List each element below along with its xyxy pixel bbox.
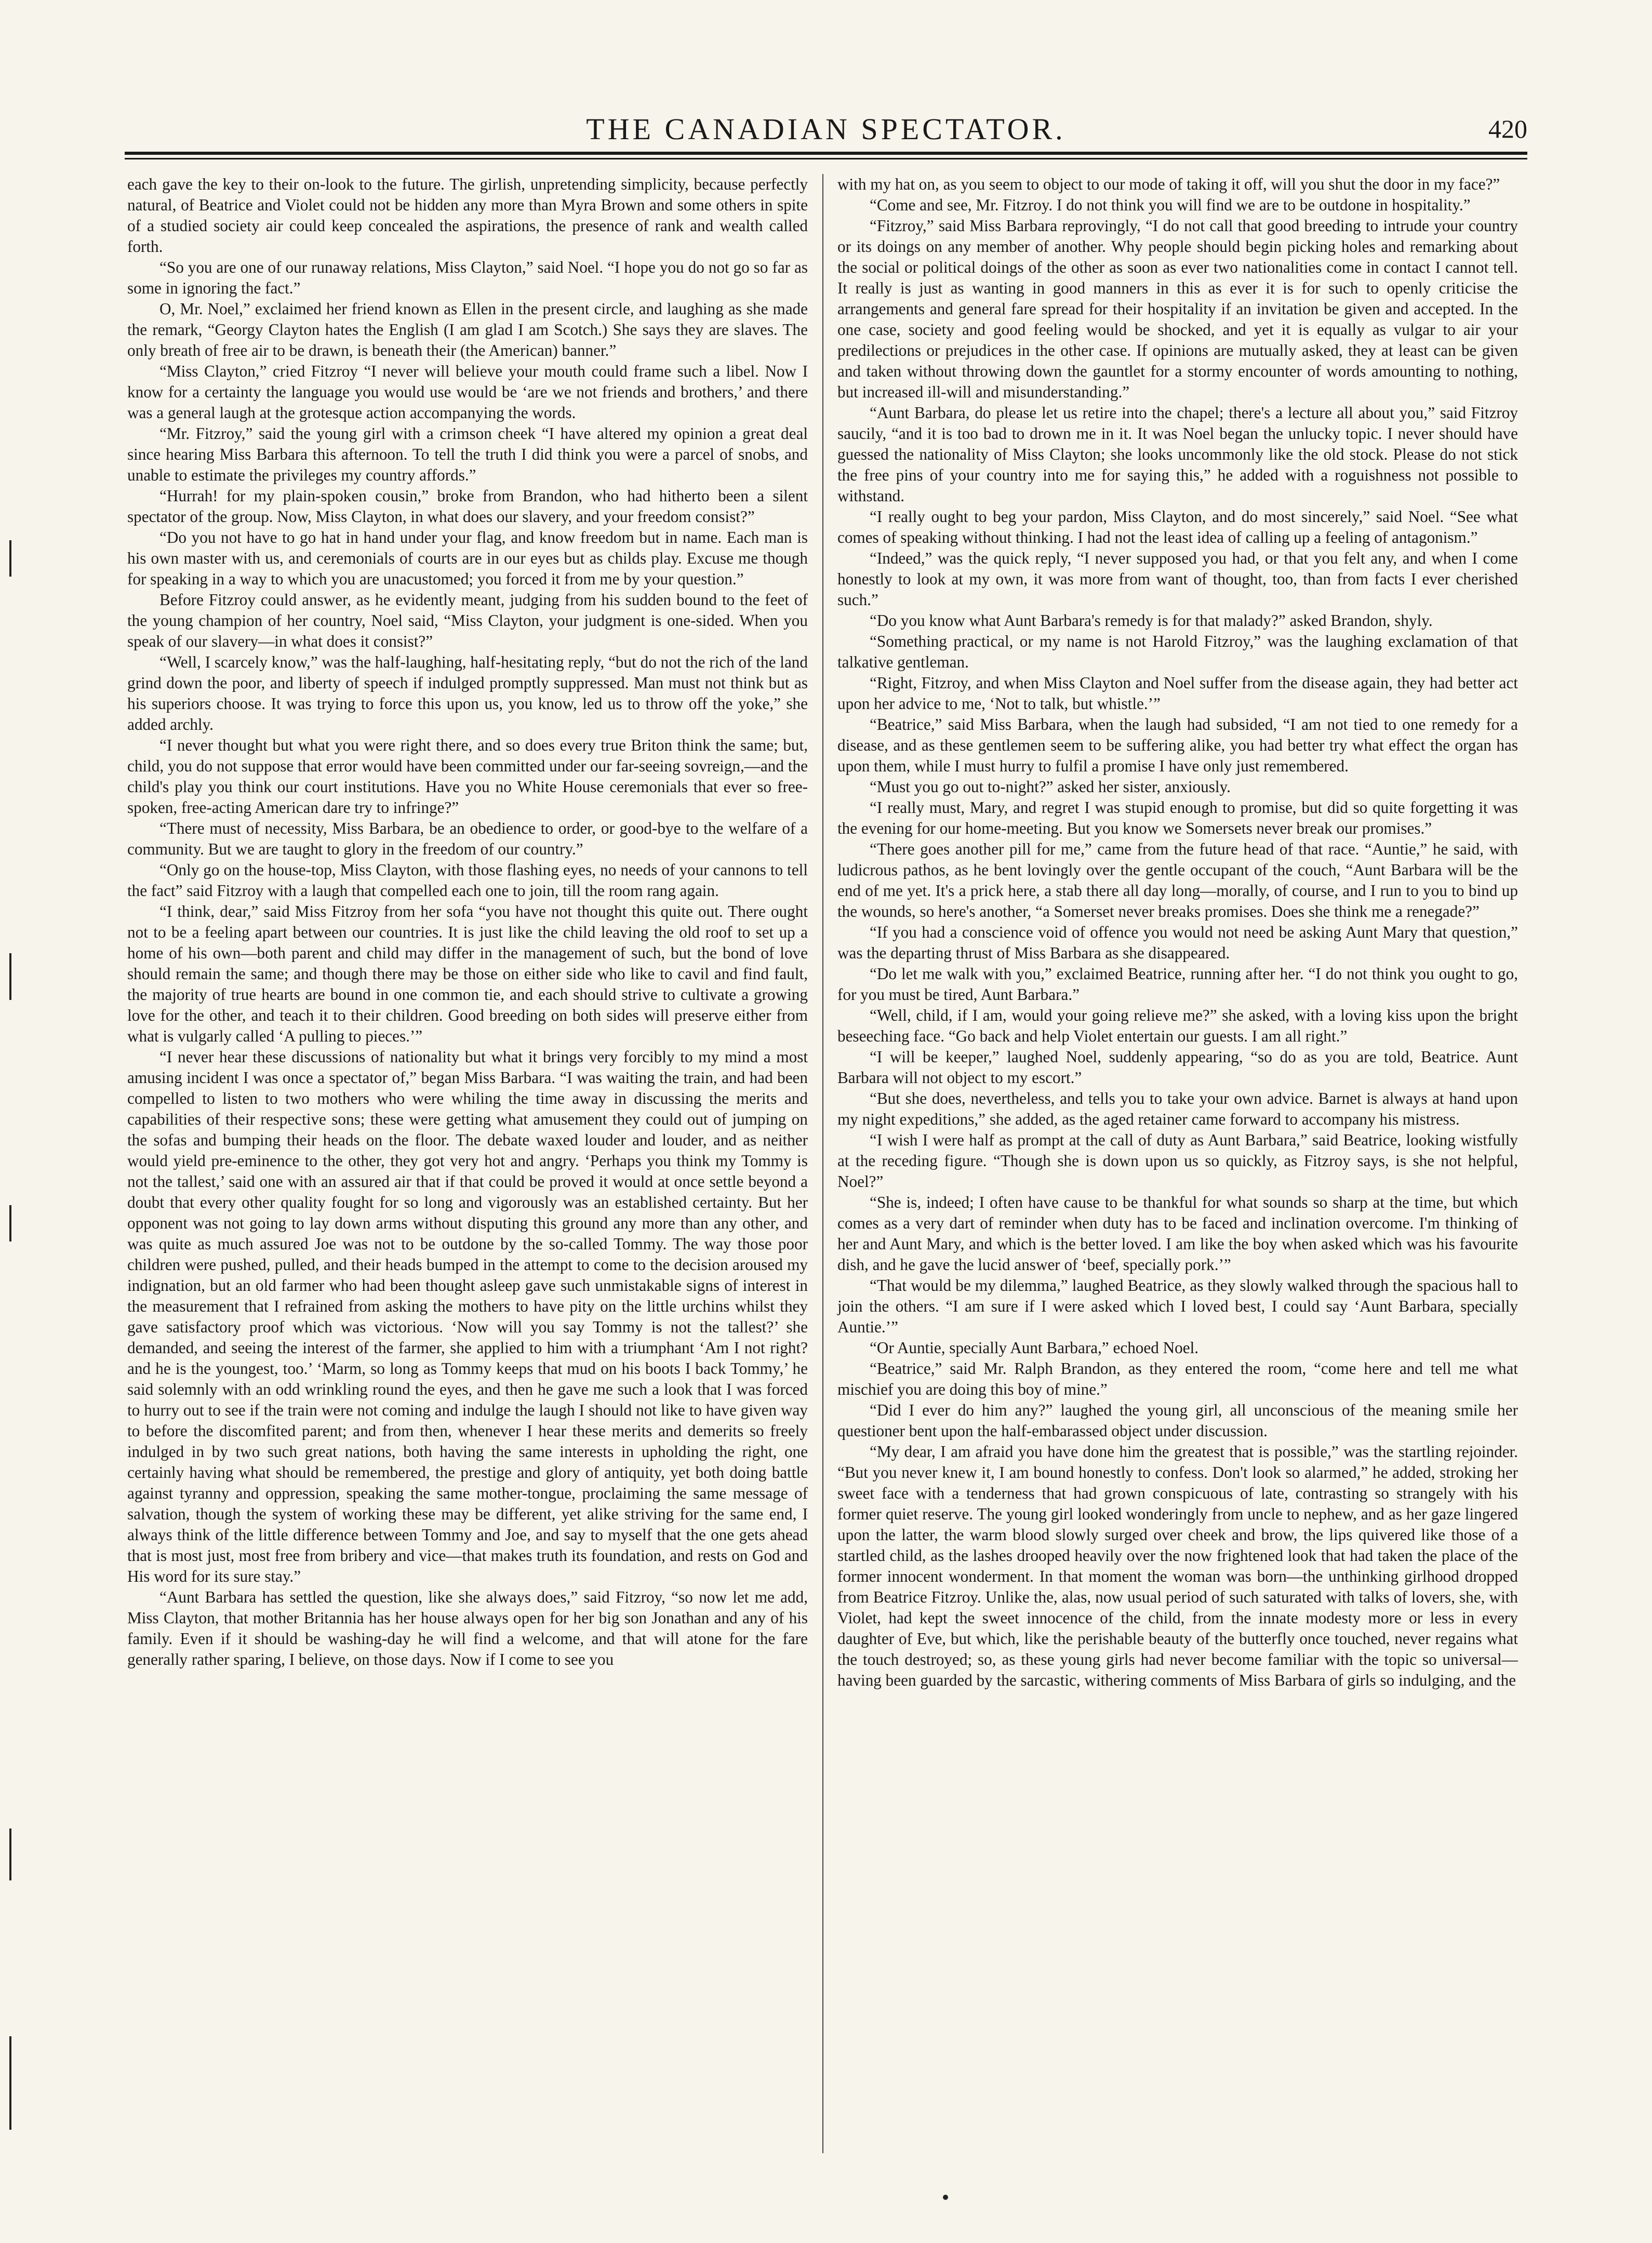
paragraph: “Hurrah! for my plain-spoken cousin,” broke from Brandon, who had hitherto been a silent spectator of the group. Now, Miss Clayton, in what does our slavery, and your freedom consist?”	[127, 487, 808, 526]
paragraph: “Do you know what Aunt Barbara's remedy is for that malady?” asked Brandon, shyly.	[870, 611, 1433, 630]
header-rule-thin	[125, 158, 1527, 159]
paragraph: “I really ought to beg your pardon, Miss Clayton, and do most sincerely,” said Noel. “See what comes of speaking without thinking. I had not the least idea of calling up a feeling of antagonism.”	[837, 508, 1518, 546]
paragraph: “Do you not have to go hat in hand under your flag, and know freedom but in name. Each man is his own master with us, and ceremonials of courts are in our eyes but as childs play. Excuse me though for speaking in a way to which you are unacustomed; you forced it from me by your question.”	[127, 528, 808, 588]
paragraph: “Beatrice,” said Mr. Ralph Brandon, as they entered the room, “come here and tell me what mischief you are doing this boy of mine.”	[837, 1359, 1518, 1398]
paragraph: “She is, indeed; I often have cause to be thankful for what sounds so sharp at the time, but which comes as a very dart of reminder when duty has to be faced and inclination overcome. I'm thinking of her and Aunt Mary, and which is the better loved. I am like the boy when asked which was his favourite dish, and he gave the lucid answer of ‘beef, specially pork.’”	[837, 1193, 1518, 1274]
paragraph: “That would be my dilemma,” laughed Beatrice, as they slowly walked through the spacious hall to join the others. “I am sure if I were asked which I loved best, I could say ‘Aunt Barbara, specially Auntie.’”	[837, 1276, 1518, 1336]
margin-mark	[9, 1205, 11, 1241]
paragraph: “There goes another pill for me,” came from the future head of that race. “Auntie,” he said, with ludicrous pathos, as he bent lovingly over the gentle occupant of the couch, “Aunt Barbara will be the end of me yet. It's a prick here, a stab there all day long—morally, of course, and I run to you to bind up the wounds, so here's another, “a Somerset never breaks promises. Does she think me a renegade?”	[837, 840, 1518, 920]
paragraph: “My dear, I am afraid you have done him the greatest that is possible,” was the startling rejoinder. “But you never knew it, I am bound honestly to confess. Don't look so alarmed,” he added, stroking her sweet face with a tenderness that had grown conspicuous of late, contrasting so strangely with his former quiet reserve. The young girl looked wonderingly from uncle to nephew, and as her gaze lingered upon the latter, the warm blood slowly surged over cheek and brow, the lips quivered like those of a startled child, as the lashes drooped heavily over the now frightened look that had taken the place of the former innocent wonderment. In that moment the woman was born—the unthinking girlhood dropped from Beatrice Fitzroy. Unlike the, alas, now usual period of such saturated with talks of lovers, she, with Violet, had kept the sweet innocence of the child, from the innate modesty more or less in every daughter of Eve, but which, like the perishable beauty of the butterfly once touched, never regains what the touch destroyed; so, as these young girls had never become familiar with the topic so universal—having been guarded by the sarcastic, withering comments of Miss Barbara of girls so indulging, and the	[837, 1443, 1518, 1689]
margin-mark	[9, 2036, 11, 2130]
paragraph: “I will be keeper,” laughed Noel, suddenly appearing, “so do as you are told, Beatrice. Aunt Barbara will not object to my escort.”	[837, 1048, 1518, 1087]
paragraph: “Aunt Barbara has settled the question, like she always does,” said Fitzroy, “so now let me add, Miss Clayton, that mother Britannia has her house always open for her big son Jonathan and any of his family. Even if it should be washing-day he will find a welcome, and that will atone for the fare generally rather sparing, I believe, on those days. Now if I come to see you	[127, 1588, 808, 1668]
right-column	[837, 174, 1518, 1691]
paragraph: “Did I ever do him any?” laughed the young girl, all unconscious of the meaning smile her questioner bent upon the half-embarassed object under discussion.	[837, 1401, 1518, 1440]
publication-title: THE CANADIAN SPECTATOR.	[586, 112, 1066, 146]
paragraph: “Do let me walk with you,” exclaimed Beatrice, running after her. “I do not think you ought to go, for you must be tired, Aunt Barbara.”	[837, 965, 1518, 1004]
paragraph: “Fitzroy,” said Miss Barbara reprovingly, “I do not call that good breeding to intrude your country or its doings on any member of another. Why people should begin picking holes and remarking about the social or political doings of the other as soon as ever two nationalities come in contact I cannot tell. It really is just as wanting in good manners in this as ever it is for such to openly criticise the arrangements and general fare spread for their hospitality if an invitation be given and accepted. In the one case, society and good feeling would be shocked, and yet it is equally as vulgar to air your predilections or prejudices in the other case. If opinions are mutually asked, they at least can be given and taken without throwing down the gauntlet for a stormy encounter of words amounting to nothing, but increased ill-will and misunderstanding.”	[837, 217, 1518, 401]
paragraph: with my hat on, as you seem to object to our mode of taking it off, will you shut the door in my face?”	[837, 175, 1500, 193]
paragraph: “Well, child, if I am, would your going relieve me?” she asked, with a loving kiss upon the bright beseeching face. “Go back and help Violet entertain our guests. I am all right.”	[837, 1006, 1518, 1045]
paragraph: “Right, Fitzroy, and when Miss Clayton and Noel suffer from the disease again, they had better act upon her advice to me, ‘Not to talk, but whistle.’”	[837, 674, 1518, 713]
paragraph: “I think, dear,” said Miss Fitzroy from her sofa “you have not thought this quite out. There ought not to be a feeling apart between our countries. It is just like the child leaving the old roof to set up a home of his own—both parent and child may differ in the management of such, but the bond of love should remain the same; and though there may be those on either side who like to cavil and find fault, the majority of true hearts are bound in one common tie, and each should strive to cultivate a growing love for the other, and teach it to their children. Good breeding on both sides will preserve either from what is vulgarly called ‘A pulling to pieces.’”	[127, 902, 808, 1045]
paragraph: “So you are one of our runaway relations, Miss Clayton,” said Noel. “I hope you do not go so far as some in ignoring the fact.”	[127, 258, 808, 297]
paragraph: “Or Auntie, specially Aunt Barbara,” echoed Noel.	[870, 1339, 1199, 1357]
paragraph: “I never hear these discussions of nationality but what it brings very forcibly to my mind a most amusing incident I was once a spectator of,” began Miss Barbara. “I was waiting the train, and had been compelled to listen to two mothers who were whiling the time away in discussing the merits and capabilities of their respective sons; these were getting what amusement they could out of jumping on the sofas and bumping their heads on the floor. The debate waxed louder and louder, and as neither would yield pre-eminence to the other, they got very hot and angry. ‘Perhaps you think my Tommy is not the tallest,’ said one with an assured air that if that could be proved it would at once settle beyond a doubt that every other quality fought for so long and vigorously was an established certainty. But her opponent was not going to lay down arms without disputing this ground any more than any other, and was quite as much assured Joe was not to be outdone by the so-called Tommy. The way those poor children were pushed, pulled, and their heads bumped in the attempt to come to the decision aroused my indignation, but an old farmer who had been thought asleep gave such unmistakable signs of interest in the measurement that I refrained from asking the mothers to have pity on the little urchins whilst they gave satisfactory proof which was victorious. ‘Now will you say Tommy is not the tallest?’ she demanded, and seeing the interest of the farmer, she applied to him with a triumphant ‘Am I not right? and he is the youngest, too.’ ‘Marm, so long as Tommy keeps that mud on his boots I back Tommy,’ he said solemnly with an odd wrinkling round the eyes, and then he gave me such a look that I was forced to hurry out to see if the train were not coming and indulge the laugh I should not like to have given way to before the discomfited parent; and from then, whenever I hear these merits and demerits so freely indulged in by two such great nations, both having the same interests in upholding the right, one certainly having what should be remembered, the prestige and glory of antiquity, yet both doing battle against tyranny and oppression, speaking the same mother-tongue, proclaiming the same message of salvation, though the system of working these may be different, yet alike striving for the same end, I always think of the little difference between Tommy and Joe, and say to myself that the one gets ahead that is most just, most free from bribery and vice—that makes truth its foundation, and rests on God and His word for its sure stay.”	[127, 1048, 808, 1585]
paragraph: each gave the key to their on-look to the future. The girlish, unpretending simplicity, because perfectly natural, of Beatrice and Violet could not be hidden any more than Myra Brown and some others in spite of a studied society air could keep concealed the aspirations, the presence of rank and wealth called forth.	[127, 175, 808, 256]
paragraph: “Come and see, Mr. Fitzroy. I do not think you will find we are to be outdone in hospitality.”	[870, 196, 1471, 214]
paragraph: “Indeed,” was the quick reply, “I never supposed you had, or that you felt any, and when I come honestly to look at my own, it was more from want of thought, too, than from facts I ever cherished such.”	[837, 549, 1518, 609]
paragraph: “Mr. Fitzroy,” said the young girl with a crimson cheek “I have altered my opinion a great deal since hearing Miss Barbara this afternoon. To tell the truth I did think you were a parcel of snobs, and unable to estimate the privileges my country affords.”	[127, 424, 808, 484]
paragraph: “Must you go out to-night?” asked her sister, anxiously.	[870, 778, 1231, 796]
paragraph: “I never thought but what you were right there, and so does every true Briton think the same; but, child, you do not suppose that error would have been committed under our far-seeing sovreign,—and the child's play you think our court institutions. Have you no White House ceremonials that ever so free-spoken, free-acting American dare try to infringe?”	[127, 736, 808, 817]
paragraph: “But she does, nevertheless, and tells you to take your own advice. Barnet is always at hand upon my night expeditions,” she added, as the aged retainer came forward to accompany his mistress.	[837, 1089, 1518, 1128]
printer-dot	[943, 2195, 948, 2200]
paragraph: “Something practical, or my name is not Harold Fitzroy,” was the laughing exclamation of that talkative gentleman.	[837, 632, 1518, 671]
paragraph: “Only go on the house-top, Miss Clayton, with those flashing eyes, no needs of your cannons to tell the fact” said Fitzroy with a laugh that compelled each one to join, till the room rang again.	[127, 861, 808, 900]
paragraph: “Beatrice,” said Miss Barbara, when the laugh had subsided, “I am not tied to one remedy for a disease, and as these gentlemen seem to be suffering alike, you had better try what effect the organ has upon them, while I must hurry to fulfil a promise I have only just remembered.	[837, 715, 1518, 775]
margin-mark	[9, 1828, 11, 1880]
left-column	[127, 174, 808, 1670]
masthead	[125, 112, 1527, 148]
paragraph: “I really must, Mary, and regret I was stupid enough to promise, but did so quite forgetting it was the evening for our home-meeting. But you know we Somersets never break our promises.”	[837, 798, 1518, 837]
paragraph: “Well, I scarcely know,” was the half-laughing, half-hesitating reply, “but do not the rich of the land grind down the poor, and liberty of speech if indulged promptly suppressed. Man must not think but as his superiors choose. It was trying to force this upon us, you know, led us to throw off the yoke,” she added archly.	[127, 653, 808, 733]
margin-mark	[9, 953, 11, 1000]
paragraph: “Aunt Barbara, do please let us retire into the chapel; there's a lecture all about you,” said Fitzroy saucily, “and it is too bad to drown me in it. It was Noel began the unlucky topic. I never should have guessed the nationality of Miss Clayton; she looks uncommonly like the old stock. Please do not stick the free pins of your country into me for saying this,” he added with a roguishness not possible to withstand.	[837, 404, 1518, 505]
margin-mark	[9, 540, 11, 577]
page-number: 420	[1488, 114, 1527, 143]
paragraph: “I wish I were half as prompt at the call of duty as Aunt Barbara,” said Beatrice, looking wistfully at the receding figure. “Though she is down upon us so quickly, as Fitzroy says, is she not helpful, Noel?”	[837, 1131, 1518, 1191]
paragraph: “If you had a conscience void of offence you would not need be asking Aunt Mary that question,” was the departing thrust of Miss Barbara as she disappeared.	[837, 923, 1518, 962]
header-rule-thick	[125, 152, 1527, 155]
paragraph: “There must of necessity, Miss Barbara, be an obedience to order, or good-bye to the welfare of a community. But we are taught to glory in the freedom of our country.”	[127, 819, 808, 858]
paragraph: O, Mr. Noel,” exclaimed her friend known as Ellen in the present circle, and laughing as she made the remark, “Georgy Clayton hates the English (I am glad I am Scotch.) She says they are slaves. The only breath of free air to be drawn, is beneath their (the American) banner.”	[127, 300, 808, 359]
paragraph: “Miss Clayton,” cried Fitzroy “I never will believe your mouth could frame such a libel. Now I know for a certainty the language you would use would be ‘are we not friends and brothers,’ and there was a general laugh at the grotesque action accompanying the words.	[127, 362, 808, 422]
paragraph: Before Fitzroy could answer, as he evidently meant, judging from his sudden bound to the feet of the young champion of her country, Noel said, “Miss Clayton, your judgment is one-sided. When you speak of our slavery—in what does it consist?”	[127, 591, 808, 650]
column-divider	[822, 174, 823, 2153]
